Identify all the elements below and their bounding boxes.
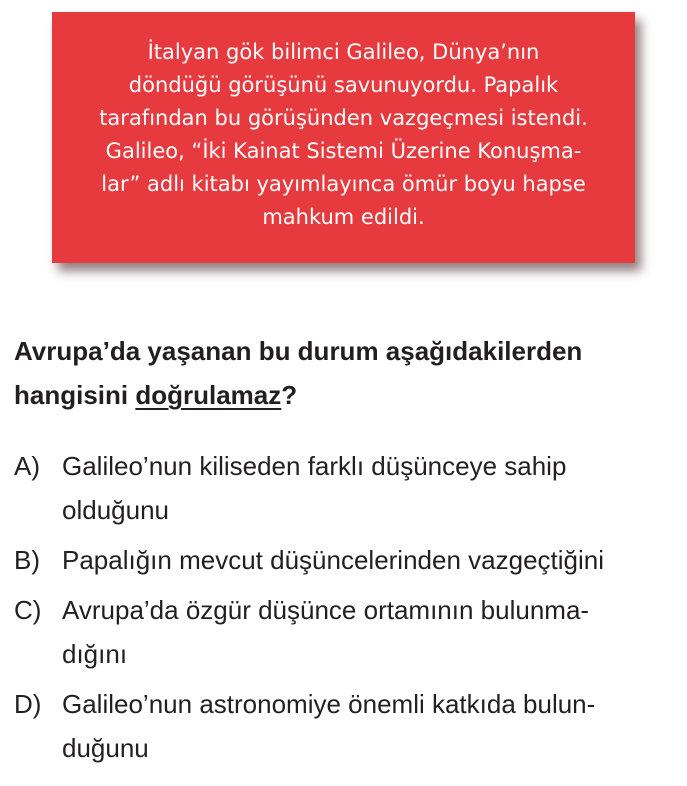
question-prefix: hangisini [14, 380, 136, 410]
passage-line: tarafından bu görüşünden vazgeçmesi istendi. [99, 106, 588, 130]
option-letter: B) [14, 545, 40, 575]
option-text-line: Avrupa’da özgür düşünce ortamının bulunma- [62, 595, 590, 625]
question-line-2 [14, 373, 582, 417]
passage-line: lar” adlı kitabı yayımlayınca ömür boyu hapse [101, 172, 586, 196]
passage-box [52, 12, 635, 263]
passage-line: Galileo, “İki Kainat Sistemi Üzerine Konuşma- [105, 139, 582, 163]
option-c[interactable] [14, 588, 604, 676]
option-text-line: Papalığın mevcut düşüncelerinden vazgeçtiğini [62, 545, 605, 575]
passage-line: İtalyan gök bilimci Galileo, Dünya’nın [147, 40, 540, 64]
answer-options [14, 444, 604, 776]
option-letter: C) [14, 595, 42, 625]
option-text-line: duğunu [62, 733, 149, 763]
option-text-line: Galileo’nun kiliseden farklı düşünceye sahip [62, 451, 567, 481]
option-text-line: Galileo’nun astronomiye önemli katkıda bulun- [62, 689, 596, 719]
passage-line: döndüğü görüşünü savunuyordu. Papalık [128, 73, 559, 97]
option-text-line: dığını [62, 639, 128, 669]
option-letter: D) [14, 689, 42, 719]
passage-line: mahkum edildi. [262, 205, 425, 229]
question-stem [14, 329, 582, 417]
question-mark: ? [281, 380, 298, 410]
passage-text [52, 36, 635, 234]
option-text-line: olduğunu [62, 495, 169, 525]
question-line-1: Avrupa’da yaşanan bu durum aşağıdakilerden [14, 336, 583, 366]
option-a[interactable] [14, 444, 604, 532]
option-letter: A) [14, 451, 40, 481]
option-d[interactable] [14, 682, 604, 770]
negation-word: doğrulamaz [135, 380, 282, 410]
option-b[interactable] [14, 538, 604, 582]
